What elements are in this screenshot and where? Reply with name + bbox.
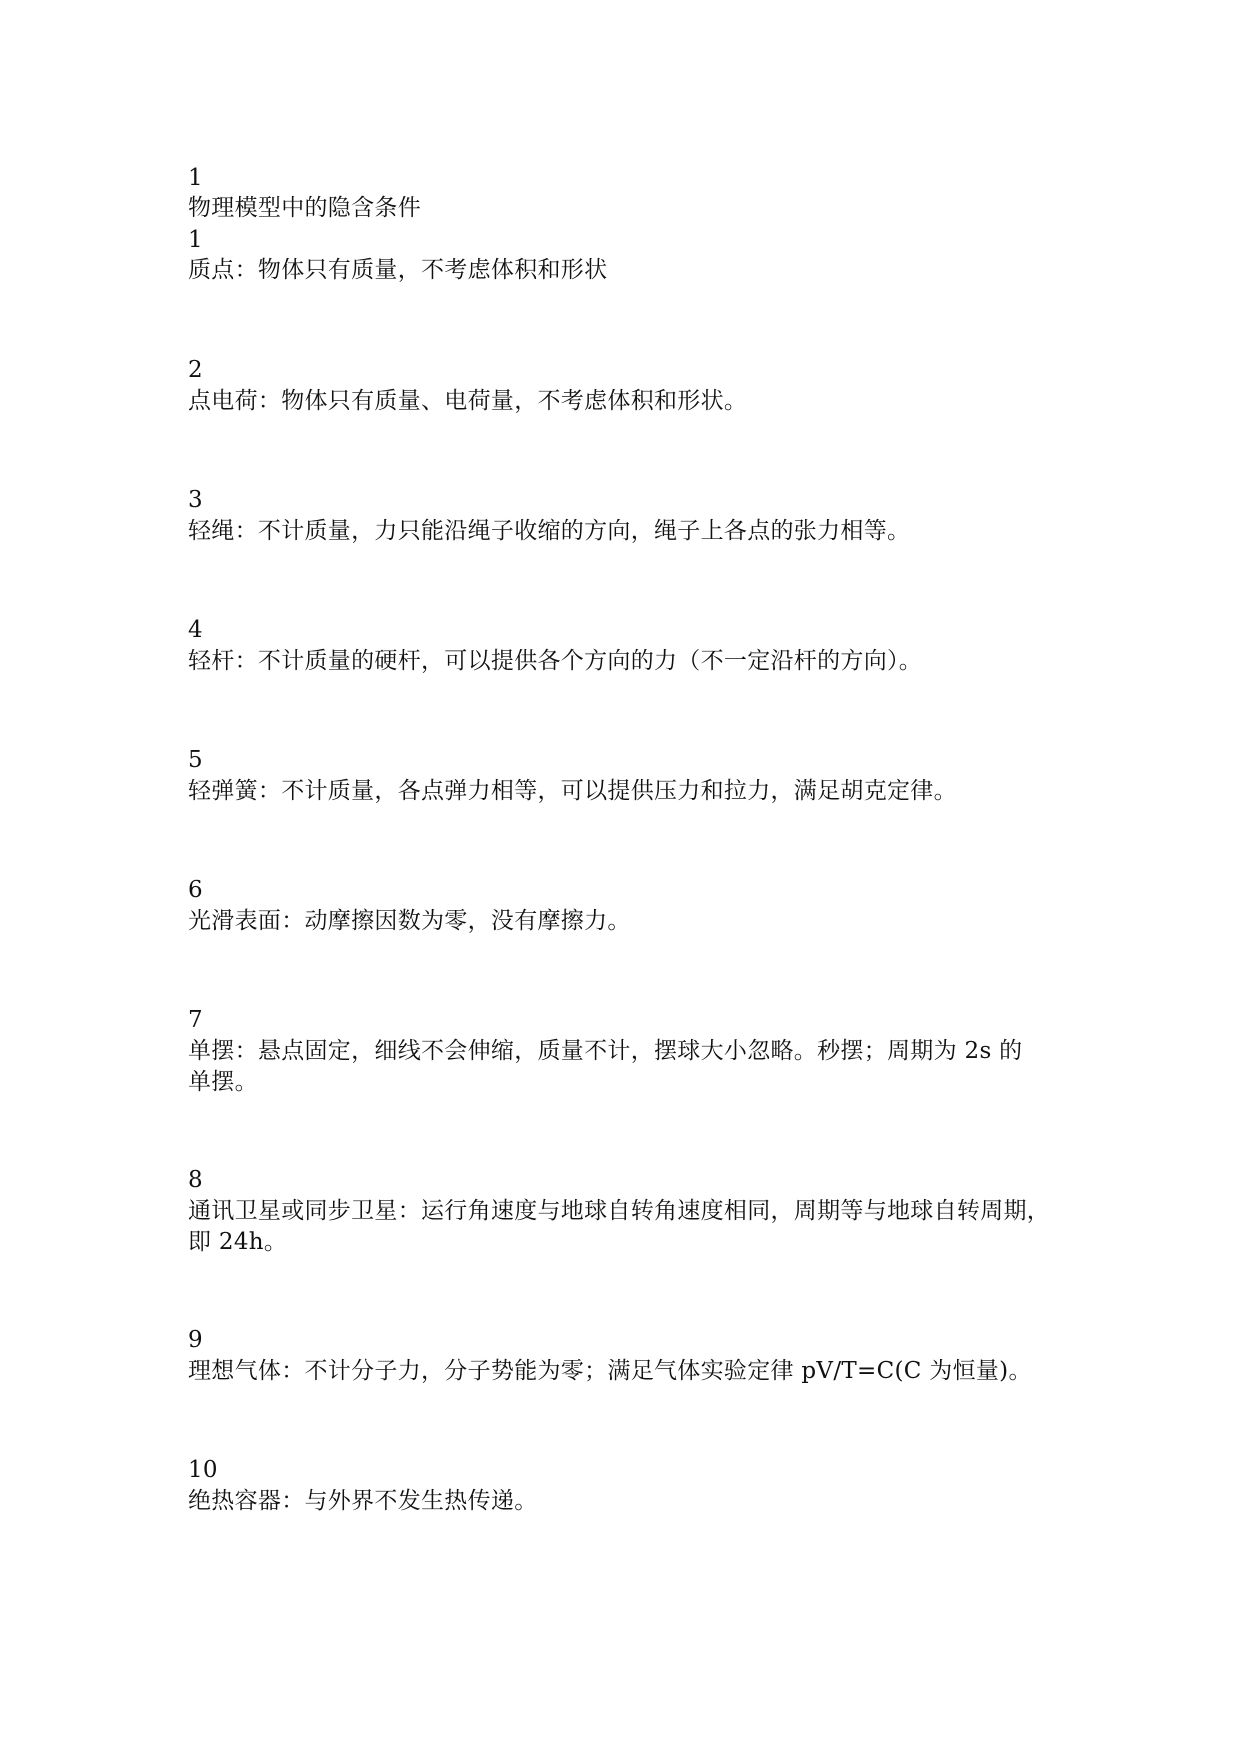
item-text: 光滑表面：动摩擦因数为零，没有摩擦力。 [188,908,631,934]
item-text: 点电荷：物体只有质量、电荷量，不考虑体积和形状。 [188,388,748,414]
item-number: 9 [188,1327,203,1353]
item-text: 理想气体：不计分子力，分子势能为零；满足气体实验定律 pV/T=C(C 为恒量)。 [188,1358,1032,1384]
section-number: 1 [188,165,203,191]
item-number: 5 [188,747,203,773]
item-number: 4 [188,617,203,643]
item-number: 10 [188,1457,218,1483]
item-number: 3 [188,487,203,513]
item-text: 单摆：悬点固定，细线不会伸缩，质量不计，摆球大小忽略。秒摆；周期为 2s 的 [188,1038,1023,1064]
item-number: 1 [188,227,203,253]
item-text-continued: 即 24h。 [188,1229,288,1255]
section-title: 物理模型中的隐含条件 [188,195,421,221]
item-text: 轻绳：不计质量，力只能沿绳子收缩的方向，绳子上各点的张力相等。 [188,518,911,544]
item-text: 通讯卫星或同步卫星：运行角速度与地球自转角速度相同，周期等与地球自转周期， [188,1198,1051,1224]
item-number: 2 [188,357,203,383]
item-text-continued: 单摆。 [188,1069,258,1095]
item-number: 6 [188,877,203,903]
item-text: 轻弹簧：不计质量，各点弹力相等，可以提供压力和拉力，满足胡克定律。 [188,778,957,804]
item-number: 7 [188,1007,203,1033]
item-text: 质点：物体只有质量，不考虑体积和形状 [188,257,608,283]
item-number: 8 [188,1167,203,1193]
item-text: 轻杆：不计质量的硬杆，可以提供各个方向的力（不一定沿杆的方向）。 [188,648,923,674]
item-text: 绝热容器：与外界不发生热传递。 [188,1488,538,1514]
